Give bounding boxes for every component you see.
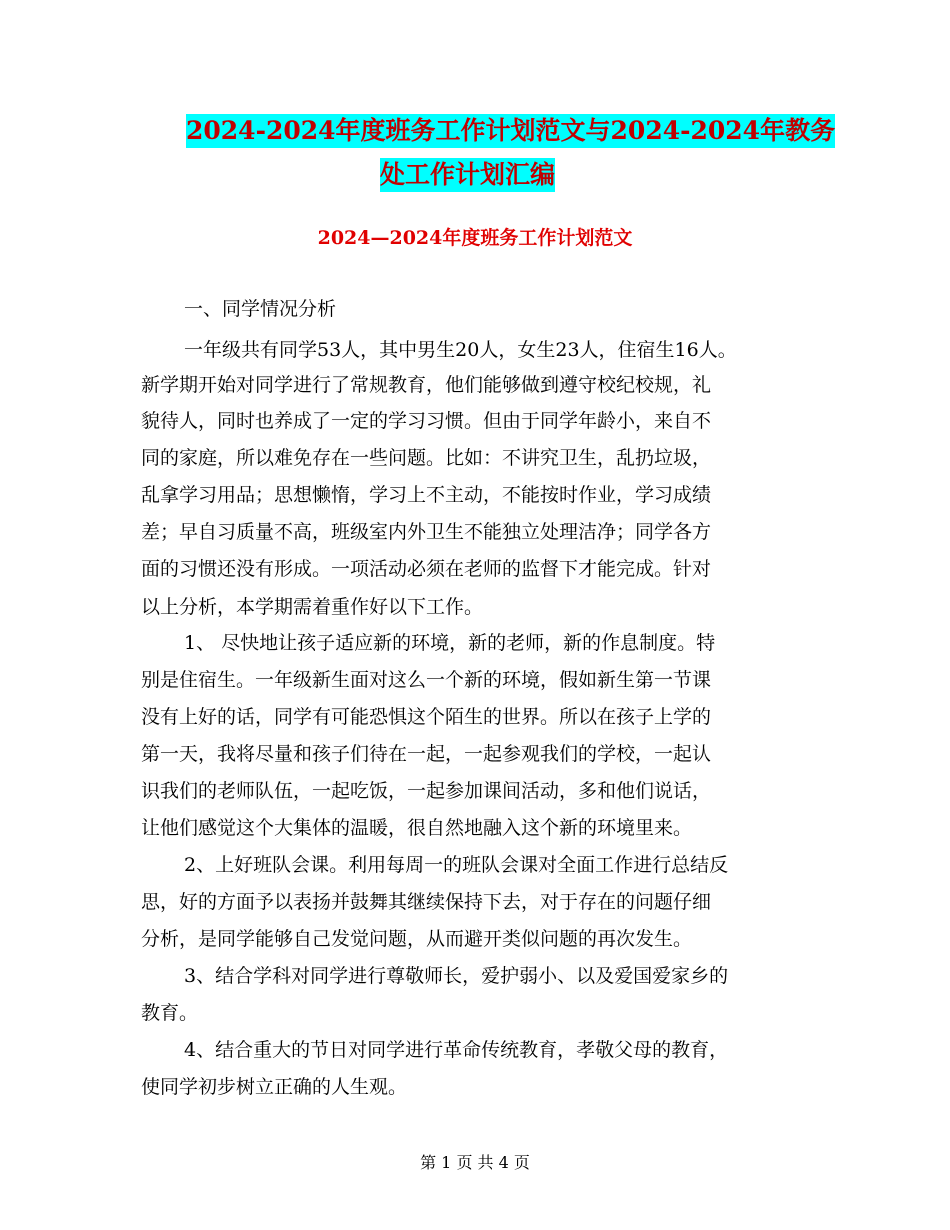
paragraph-line: 同的家庭，所以难免存在一些问题。比如：不讲究卫生，乱扔垃圾， [141, 447, 712, 469]
paragraph-line: 一年级共有同学53人，其中男生20人，女生23人，住宿生16人。 [184, 339, 737, 361]
document-title-line-1: 2024-2024年度班务工作计划范文与2024-2024年教务 [186, 114, 835, 148]
paragraph-line: 第一天，我将尽量和孩子们待在一起，一起参观我们的学校，一起认 [141, 743, 712, 765]
paragraph-line: 没有上好的话，同学有可能恐惧这个陌生的世界。所以在孩子上学的 [141, 706, 712, 728]
paragraph-line: 新学期开始对同学进行了常规教育，他们能够做到遵守校纪校规，礼 [141, 374, 712, 396]
document-title-line-2: 处工作计划汇编 [380, 158, 555, 192]
paragraph-line: 分析，是同学能够自己发觉问题，从而避开类似问题的再次发生。 [141, 928, 693, 950]
paragraph-line: 教育。 [141, 1002, 199, 1024]
paragraph-line: 1、 尽快地让孩子适应新的环境，新的老师，新的作息制度。特 [184, 632, 716, 654]
paragraph-line: 让他们感觉这个大集体的温暖，很自然地融入这个新的环境里来。 [141, 817, 693, 839]
paragraph-line: 4、结合重大的节日对同学进行革命传统教育，孝敬父母的教育， [184, 1039, 729, 1061]
paragraph-line: 3、结合学科对同学进行尊敬师长，爱护弱小、以及爱国爱家乡的 [184, 965, 729, 987]
paragraph-line: 使同学初步树立正确的人生观。 [141, 1076, 408, 1098]
page-number-footer: 第 1 页 共 4 页 [420, 1153, 530, 1172]
paragraph-line: 面的习惯还没有形成。一项活动必须在老师的监督下才能完成。针对 [141, 558, 712, 580]
paragraph-line: 识我们的老师队伍，一起吃饭，一起参加课间活动，多和他们说话， [141, 780, 712, 802]
paragraph-line: 以上分析，本学期需着重作好以下工作。 [141, 596, 484, 618]
paragraph-line: 貌待人，同时也养成了一定的学习习惯。但由于同学年龄小，来自不 [141, 410, 712, 432]
section-title: 2024—2024年度班务工作计划范文 [317, 227, 633, 249]
paragraph-line: 乱拿学习用品；思想懒惰，学习上不主动，不能按时作业，学习成绩 [141, 484, 712, 506]
paragraph-line: 别是住宿生。一年级新生面对这么一个新的环境，假如新生第一节课 [141, 669, 712, 691]
paragraph-line: 差；早自习质量不高，班级室内外卫生不能独立处理洁净；同学各方 [141, 521, 712, 543]
paragraph-line: 思，好的方面予以表扬并鼓舞其继续保持下去，对于存在的问题仔细 [141, 891, 712, 913]
section-heading: 一、同学情况分析 [184, 298, 337, 320]
paragraph-line: 2、上好班队会课。利用每周一的班队会课对全面工作进行总结反 [184, 854, 729, 876]
